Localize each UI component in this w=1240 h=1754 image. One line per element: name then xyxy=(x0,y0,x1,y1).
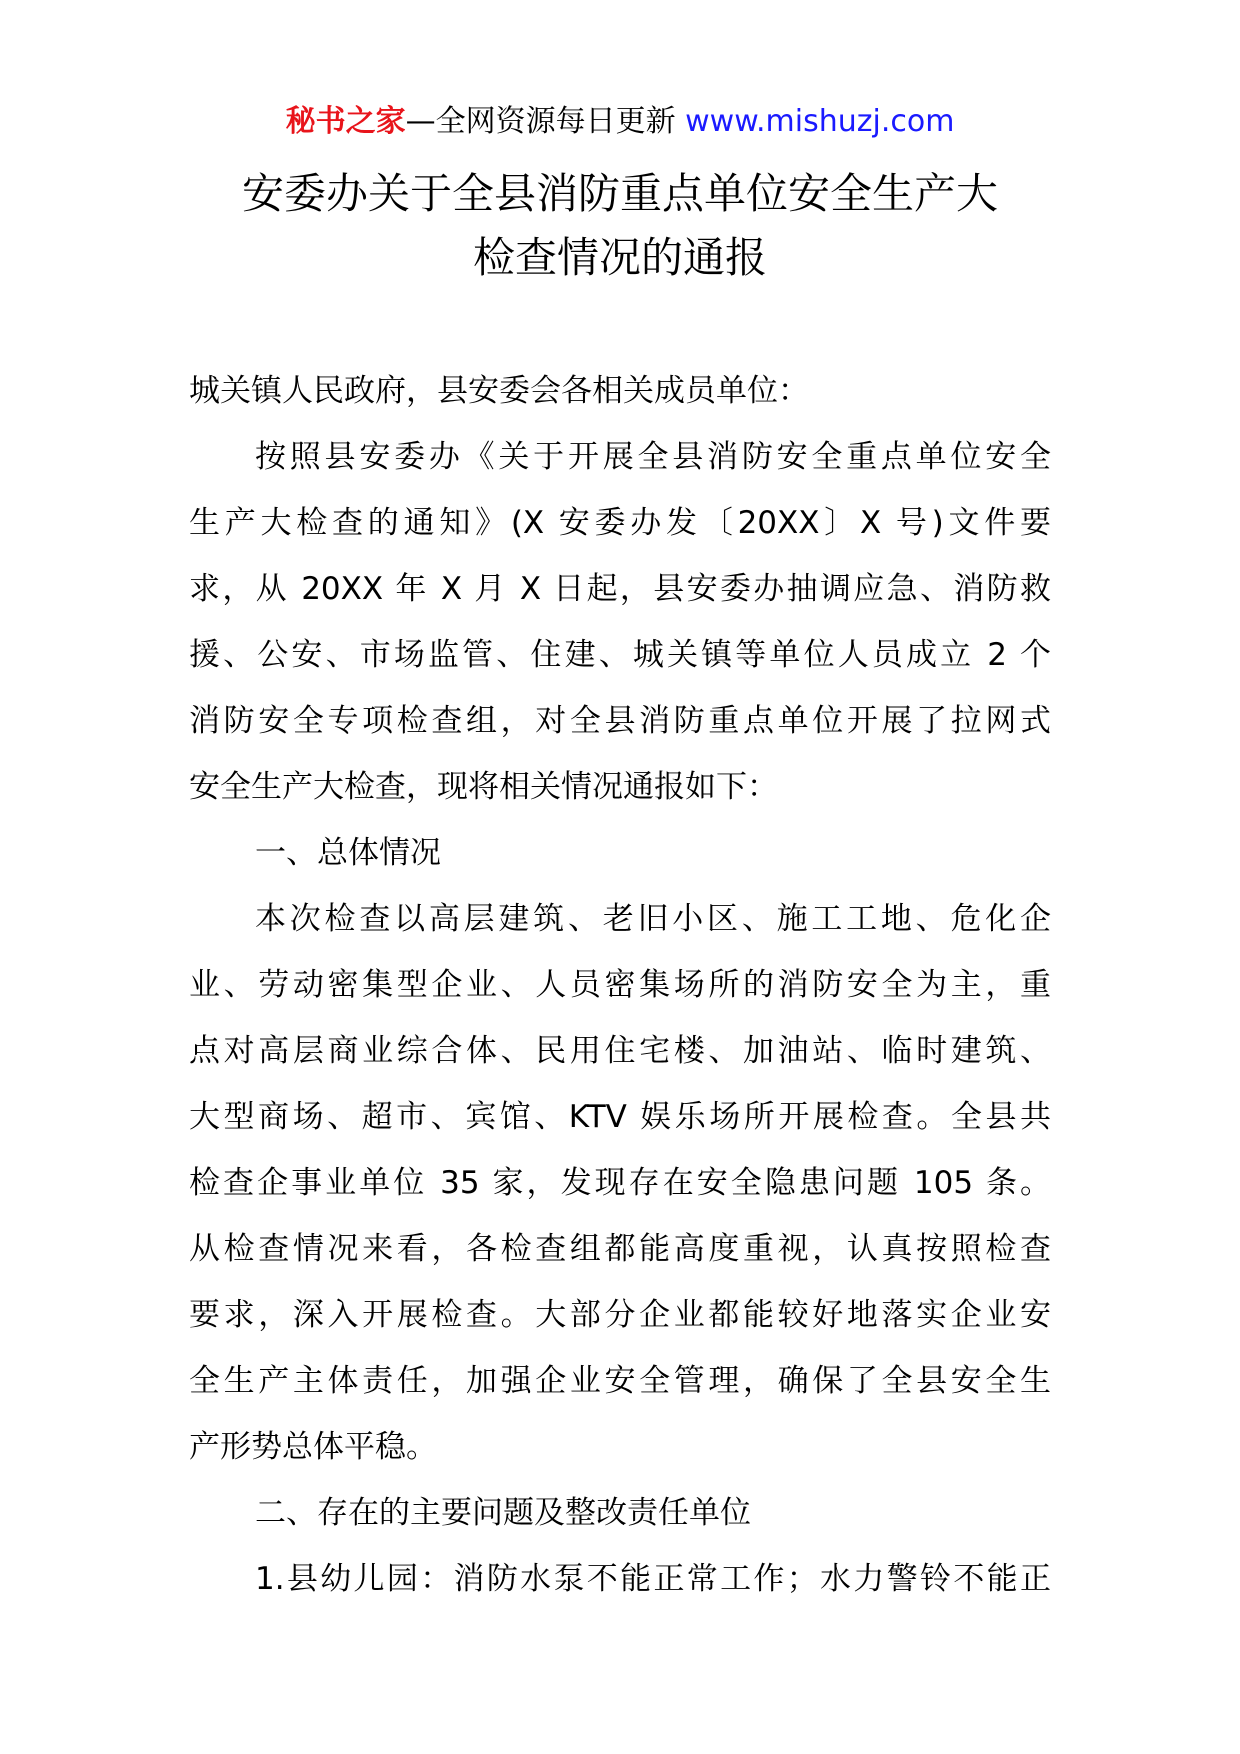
title-line-2: 检查情况的通报 xyxy=(472,233,767,282)
paragraph-line: 产形势总体平稳。 xyxy=(189,1429,437,1465)
salutation: 城关镇人民政府，县安委会各相关成员单位： xyxy=(189,373,809,409)
site-url-link[interactable]: www.mishuzj.com xyxy=(685,104,955,139)
site-tagline: —全网资源每日更新 xyxy=(405,104,676,139)
list-item: 1.县幼儿园：消防水泵不能正常工作；水力警铃不能正 xyxy=(255,1561,1051,1597)
paragraph-line: 本次检查以高层建筑、老旧小区、施工工地、危化企 xyxy=(255,901,1051,937)
paragraph-line: 全生产主体责任，加强企业安全管理，确保了全县安全生 xyxy=(189,1363,1051,1399)
paragraph-line: 从检查情况来看，各检查组都能高度重视，认真按照检查 xyxy=(189,1231,1051,1267)
paragraph-line: 大型商场、超市、宾馆、KTV 娱乐场所开展检查。全县共 xyxy=(189,1099,1051,1135)
paragraph-line: 点对高层商业综合体、民用住宅楼、加油站、临时建筑、 xyxy=(189,1033,1051,1069)
document-title xyxy=(150,162,1090,290)
paragraph-line: 业、劳动密集型企业、人员密集场所的消防安全为主，重 xyxy=(189,967,1051,1003)
paragraph-line: 生产大检查的通知》(X 安委办发〔20XX〕X 号)文件要 xyxy=(189,505,1051,541)
paragraph-line: 援、公安、市场监管、住建、城关镇等单位人员成立 2 个 xyxy=(189,637,1051,673)
site-header xyxy=(0,100,1240,144)
site-brand: 秘书之家 xyxy=(285,104,406,139)
paragraph-line: 求，从 20XX 年 X 月 X 日起，县安委办抽调应急、消防救 xyxy=(189,571,1051,607)
title-line-1: 安委办关于全县消防重点单位安全生产大 xyxy=(241,169,998,218)
section-heading: 一、总体情况 xyxy=(255,835,441,871)
paragraph-line: 要求，深入开展检查。大部分企业都能较好地落实企业安 xyxy=(189,1297,1051,1333)
document-body xyxy=(189,358,1051,1612)
section-heading: 二、存在的主要问题及整改责任单位 xyxy=(255,1495,751,1531)
paragraph-line: 检查企事业单位 35 家，发现存在安全隐患问题 105 条。 xyxy=(189,1165,1051,1201)
paragraph-line: 按照县安委办《关于开展全县消防安全重点单位安全 xyxy=(255,439,1051,475)
paragraph-line: 安全生产大检查，现将相关情况通报如下： xyxy=(189,769,778,805)
paragraph-line: 消防安全专项检查组，对全县消防重点单位开展了拉网式 xyxy=(189,703,1051,739)
